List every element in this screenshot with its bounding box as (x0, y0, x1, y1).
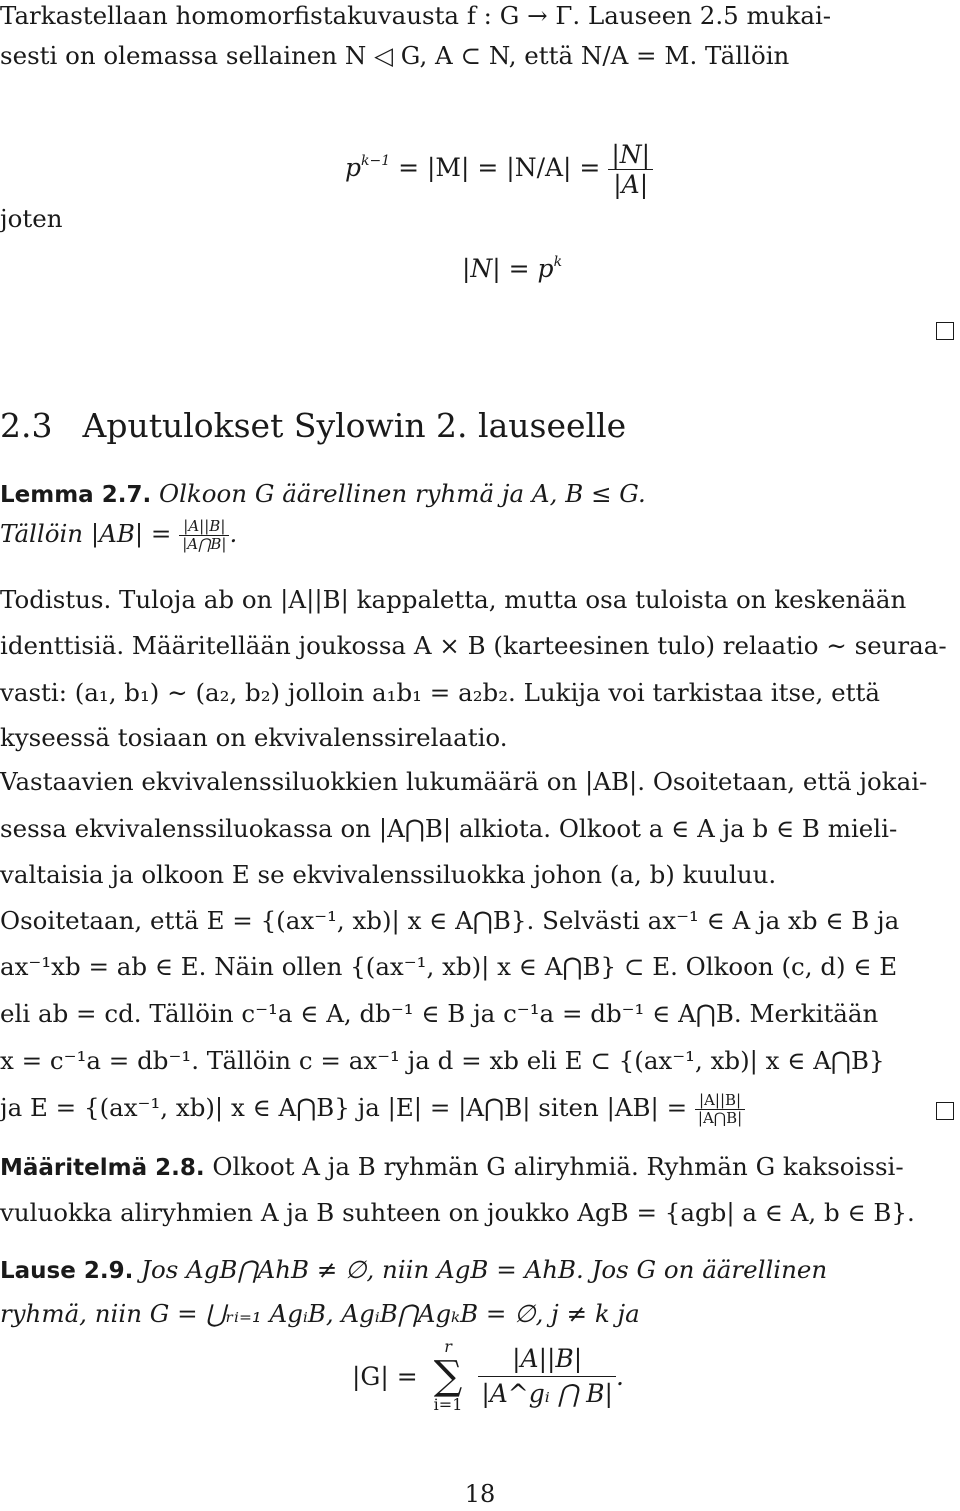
proof-line-5: Vastaavien ekvivalenssiluokkien lukumäärä on |AB|. Osoitetaan, että jokai- (0, 767, 928, 796)
equation-3-numerator: |A||B| (478, 1342, 616, 1377)
proof-line-11: x = c⁻¹a = db⁻¹. Tällöin c = ax⁻¹ ja d = xb eli E ⊂ {(ax⁻¹, xb)| x ∈ A⋂B} (0, 1046, 885, 1075)
equation-1-fraction (608, 140, 653, 199)
lemma-formula-suffix: . (229, 519, 238, 548)
equation-2 (462, 254, 562, 283)
definition-label: Määritelmä 2.8. (0, 1155, 205, 1181)
proof-line-3: vasti: (a₁, b₁) ∼ (a₂, b₂) jolloin a₁b₁ = a₂b₂. Lukija voi tarkistaa itse, että (0, 678, 880, 707)
theorem-label: Lause 2.9. (0, 1258, 134, 1284)
theorem-line-1 (0, 1254, 827, 1287)
paragraph-1-line-1: Tarkastellaan homomorfistakuvausta f : G → Γ. Lauseen 2.5 mukai- (0, 1, 832, 30)
lemma-formula-prefix: Tällöin |AB| = (0, 519, 172, 548)
proof-final-fraction (695, 1092, 745, 1127)
equation-1-middle: = |M| = |N/A| = (398, 153, 601, 182)
equation-3-sum-symbol: ∑ (433, 1353, 463, 1399)
theorem-statement: Jos AgB⋂AhB ≠ ∅, niin AgB = AhB. Jos G on äärellinen (141, 1255, 828, 1284)
proof-final-denominator: |A⋂B| (697, 1109, 743, 1127)
equation-3-period: . (615, 1361, 624, 1391)
proof-last-prefix: ja E = {(ax⁻¹, xb)| x ∈ A⋂B} ja |E| = |A⋂B| siten |AB| = (0, 1093, 688, 1122)
section-title: Aputulokset Sylowin 2. lauseelle (82, 406, 627, 445)
proof-line-12 (0, 1092, 745, 1127)
equation-3-sum-lower: i=1 (433, 1395, 463, 1414)
proof-line-7: valtaisia ja olkoon E se ekvivalenssiluokka johon (a, b) kuuluu. (0, 860, 777, 889)
section-number: 2.3 (0, 406, 53, 445)
paragraph-1-line-2: sesti on olemassa sellainen N ◁ G, A ⊂ N, että N/A = M. Tällöin (0, 41, 790, 70)
lemma-fraction (179, 518, 229, 553)
equation-1-lhs: p (345, 153, 362, 182)
lemma-line-1 (0, 478, 646, 511)
lemma-statement: Olkoon G äärellinen ryhmä ja A, B ≤ G. (159, 479, 646, 508)
equation-1-exponent: k−1 (361, 153, 391, 169)
definition-line-2: vuluokka aliryhmien A ja B suhteen on joukko AgB = {agb| a ∈ A, b ∈ B}. (0, 1198, 915, 1227)
proof-line-10: eli ab = cd. Tällöin c⁻¹a ∈ A, db⁻¹ ∈ B ja c⁻¹a = db⁻¹ ∈ A⋂B. Merkitään (0, 999, 879, 1028)
equation-3 (352, 1338, 624, 1414)
equation-3-lhs: |G| = (352, 1361, 418, 1391)
equation-3-fraction (478, 1342, 616, 1411)
theorem-line-2: ryhmä, niin G = ⋃ᵣᵢ₌₁ AgᵢB, AgᵢB⋂AgₖB = ∅, j ≠ k ja (0, 1299, 640, 1328)
proof-line-1: Todistus. Tuloja ab on |A||B| kappaletta, mutta osa tuloista on keskenään (0, 585, 907, 614)
equation-1-numerator: |N| (608, 140, 653, 170)
qed-symbol-1 (936, 322, 954, 340)
proof-line-9: ax⁻¹xb = ab ∈ E. Näin ollen {(ax⁻¹, xb)| x ∈ A⋂B} ⊂ E. Olkoon (c, d) ∈ E (0, 952, 898, 981)
proof-line-8: Osoitetaan, että E = {(ax⁻¹, xb)| x ∈ A⋂B}. Selvästi ax⁻¹ ∈ A ja xb ∈ B ja (0, 906, 900, 935)
lemma-fraction-numerator: |A||B| (179, 518, 229, 536)
equation-2-exponent: k (553, 254, 563, 270)
page-number: 18 (464, 1480, 496, 1508)
joten-text: joten (0, 204, 63, 233)
proof-line-6: sessa ekvivalenssiluokassa on |A⋂B| alkiota. Olkoot a ∈ A ja b ∈ B mieli- (0, 814, 898, 843)
proof-line-2: identtisiä. Määritellään joukossa A × B (karteesinen tulo) relaatio ∼ seuraa- (0, 631, 947, 660)
equation-1-denominator: |A| (613, 170, 649, 199)
lemma-label: Lemma 2.7. (0, 482, 152, 508)
equation-3-summation (434, 1338, 463, 1414)
equation-3-denominator: |A^gᵢ ⋂ B| (481, 1378, 613, 1408)
lemma-line-2 (0, 518, 237, 553)
lemma-fraction-denominator: |A⋂B| (182, 535, 227, 553)
qed-symbol-2 (936, 1102, 954, 1120)
proof-final-numerator: |A||B| (695, 1092, 745, 1110)
definition-text: Olkoot A ja B ryhmän G aliryhmiä. Ryhmän G kaksoissi- (212, 1152, 904, 1181)
proof-line-4: kyseessä tosiaan on ekvivalenssirelaatio. (0, 723, 508, 752)
equation-2-lhs: |N| = p (462, 254, 554, 283)
equation-3-sum-upper: r (444, 1337, 452, 1356)
section-heading (0, 406, 626, 445)
equation-1 (345, 140, 653, 199)
definition-line-1 (0, 1151, 904, 1184)
